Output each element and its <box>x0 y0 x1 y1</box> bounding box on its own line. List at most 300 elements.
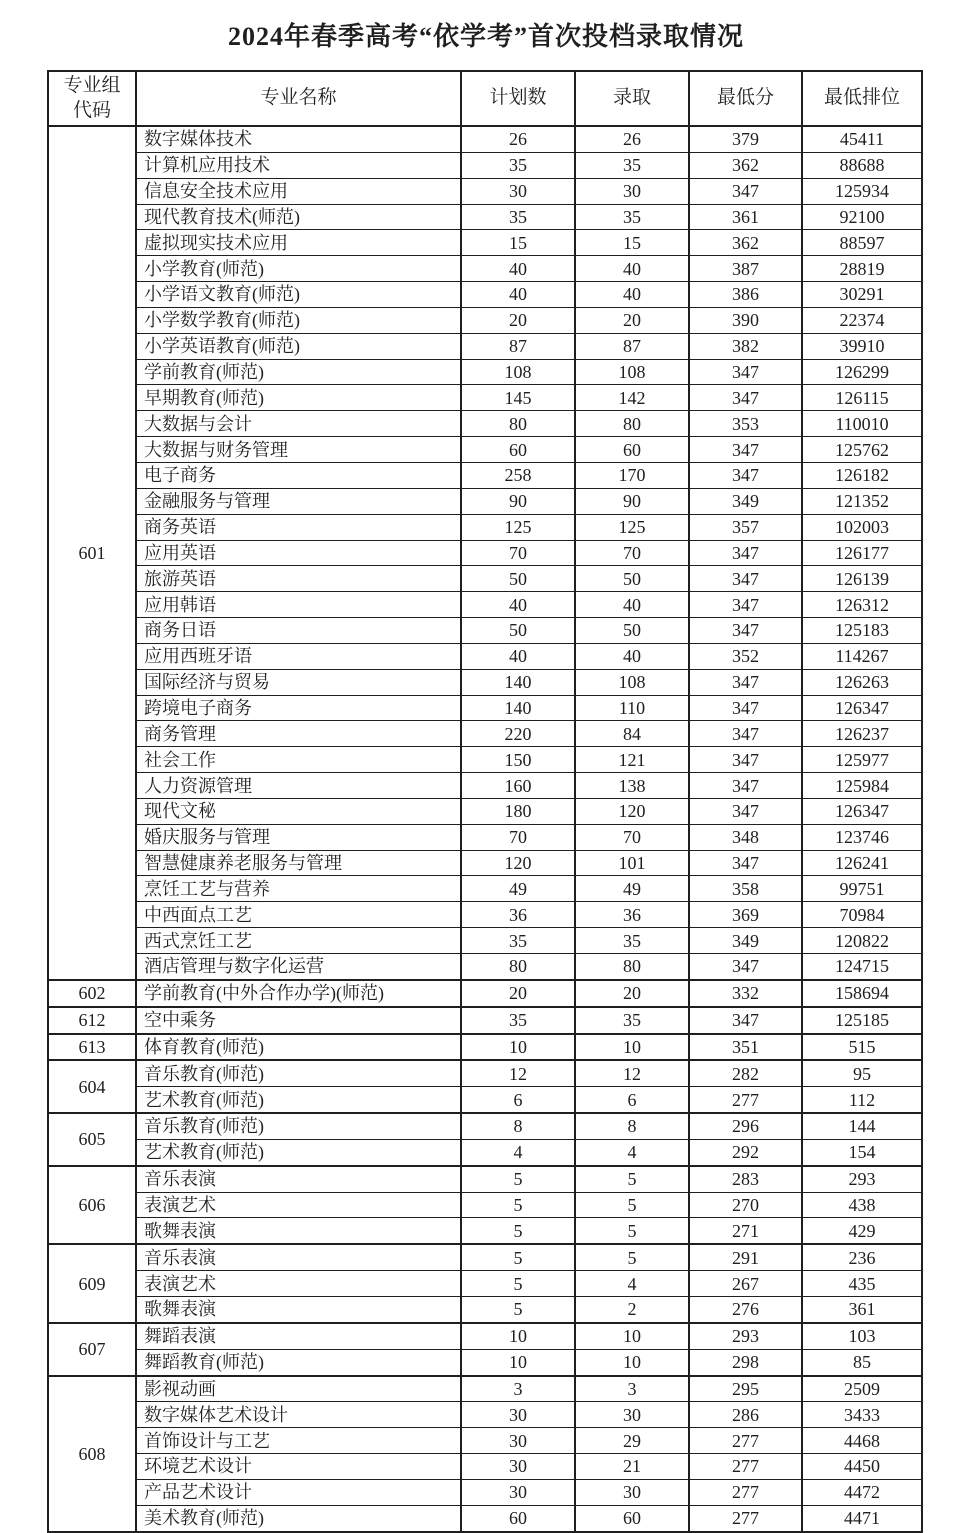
cell-group-code: 607 <box>48 1323 136 1376</box>
cell-admitted: 40 <box>575 256 689 282</box>
cell-major_name: 音乐教育(师范) <box>136 1060 461 1086</box>
cell-admitted: 80 <box>575 954 689 980</box>
cell-admitted: 8 <box>575 1113 689 1139</box>
cell-min_score: 361 <box>689 204 802 230</box>
cell-min_rank: 158694 <box>802 980 922 1007</box>
cell-admitted: 20 <box>575 307 689 333</box>
table-row <box>48 282 922 308</box>
cell-plan_count: 35 <box>461 152 575 178</box>
cell-major_name: 音乐教育(师范) <box>136 1113 461 1139</box>
cell-major_name: 艺术教育(师范) <box>136 1139 461 1165</box>
cell-min_rank: 361 <box>802 1296 922 1322</box>
table-row <box>48 307 922 333</box>
cell-min_score: 347 <box>689 566 802 592</box>
cell-admitted: 30 <box>575 1402 689 1428</box>
cell-admitted: 6 <box>575 1087 689 1113</box>
cell-plan_count: 40 <box>461 256 575 282</box>
cell-admitted: 170 <box>575 462 689 488</box>
cell-plan_count: 50 <box>461 566 575 592</box>
cell-min_rank: 124715 <box>802 954 922 980</box>
cell-min_rank: 88688 <box>802 152 922 178</box>
cell-group-code: 612 <box>48 1007 136 1034</box>
cell-admitted: 2 <box>575 1296 689 1322</box>
cell-min_score: 349 <box>689 488 802 514</box>
cell-admitted: 108 <box>575 669 689 695</box>
table-row <box>48 1113 922 1139</box>
cell-admitted: 21 <box>575 1454 689 1480</box>
cell-major_name: 西式烹饪工艺 <box>136 928 461 954</box>
cell-plan_count: 10 <box>461 1349 575 1375</box>
cell-min_rank: 85 <box>802 1349 922 1375</box>
cell-major_name: 应用西班牙语 <box>136 643 461 669</box>
cell-min_score: 347 <box>689 592 802 618</box>
cell-major_name: 空中乘务 <box>136 1007 461 1034</box>
cell-plan_count: 10 <box>461 1034 575 1061</box>
cell-major_name: 大数据与会计 <box>136 411 461 437</box>
cell-plan_count: 40 <box>461 643 575 669</box>
cell-min_score: 347 <box>689 462 802 488</box>
cell-min_rank: 515 <box>802 1034 922 1061</box>
table-row <box>48 747 922 773</box>
cell-min_score: 347 <box>689 850 802 876</box>
cell-major_name: 计算机应用技术 <box>136 152 461 178</box>
cell-admitted: 35 <box>575 928 689 954</box>
cell-admitted: 5 <box>575 1192 689 1218</box>
cell-major_name: 音乐表演 <box>136 1166 461 1192</box>
table-row <box>48 359 922 385</box>
cell-plan_count: 30 <box>461 1402 575 1428</box>
table-row <box>48 850 922 876</box>
cell-admitted: 120 <box>575 798 689 824</box>
cell-min_rank: 92100 <box>802 204 922 230</box>
table-row <box>48 1376 922 1402</box>
cell-min_score: 292 <box>689 1139 802 1165</box>
admission-table-container <box>47 70 923 1533</box>
cell-major_name: 现代教育技术(师范) <box>136 204 461 230</box>
table-row <box>48 1166 922 1192</box>
cell-min_rank: 126312 <box>802 592 922 618</box>
header-row <box>48 71 922 126</box>
cell-admitted: 60 <box>575 437 689 463</box>
cell-major_name: 产品艺术设计 <box>136 1479 461 1505</box>
page-title: 2024年春季高考“依学考”首次投档录取情况 <box>227 22 744 51</box>
admission-table <box>47 70 923 1533</box>
cell-admitted: 10 <box>575 1323 689 1349</box>
cell-admitted: 125 <box>575 514 689 540</box>
cell-major_name: 首饰设计与工艺 <box>136 1428 461 1454</box>
cell-min_score: 386 <box>689 282 802 308</box>
cell-min_rank: 95 <box>802 1060 922 1086</box>
cell-min_rank: 70984 <box>802 902 922 928</box>
cell-min_rank: 39910 <box>802 333 922 359</box>
table-row <box>48 178 922 204</box>
cell-plan_count: 90 <box>461 488 575 514</box>
cell-min_score: 293 <box>689 1323 802 1349</box>
table-row <box>48 1244 922 1270</box>
cell-major_name: 智慧健康养老服务与管理 <box>136 850 461 876</box>
cell-admitted: 50 <box>575 618 689 644</box>
cell-plan_count: 5 <box>461 1271 575 1297</box>
table-row <box>48 1323 922 1349</box>
table-row <box>48 411 922 437</box>
cell-major_name: 商务日语 <box>136 618 461 644</box>
cell-min_rank: 45411 <box>802 126 922 152</box>
cell-plan_count: 60 <box>461 1505 575 1531</box>
cell-major_name: 体育教育(师范) <box>136 1034 461 1061</box>
cell-min_rank: 236 <box>802 1244 922 1270</box>
table-row <box>48 1139 922 1165</box>
cell-min_rank: 126115 <box>802 385 922 411</box>
cell-admitted: 40 <box>575 643 689 669</box>
cell-major_name: 数字媒体艺术设计 <box>136 1402 461 1428</box>
cell-major_name: 舞蹈表演 <box>136 1323 461 1349</box>
cell-min_score: 357 <box>689 514 802 540</box>
cell-plan_count: 12 <box>461 1060 575 1086</box>
cell-min_score: 347 <box>689 747 802 773</box>
table-row <box>48 540 922 566</box>
cell-min_score: 347 <box>689 773 802 799</box>
cell-min_score: 295 <box>689 1376 802 1402</box>
cell-major_name: 商务管理 <box>136 721 461 747</box>
cell-admitted: 142 <box>575 385 689 411</box>
cell-min_score: 270 <box>689 1192 802 1218</box>
cell-plan_count: 35 <box>461 1007 575 1034</box>
cell-plan_count: 3 <box>461 1376 575 1402</box>
table-row <box>48 437 922 463</box>
cell-min_rank: 114267 <box>802 643 922 669</box>
cell-major_name: 大数据与财务管理 <box>136 437 461 463</box>
cell-major_name: 商务英语 <box>136 514 461 540</box>
cell-min_score: 347 <box>689 669 802 695</box>
cell-plan_count: 4 <box>461 1139 575 1165</box>
table-header <box>48 71 922 126</box>
cell-major_name: 烹饪工艺与营养 <box>136 876 461 902</box>
cell-min_rank: 125984 <box>802 773 922 799</box>
cell-admitted: 49 <box>575 876 689 902</box>
table-row <box>48 514 922 540</box>
table-row <box>48 1505 922 1531</box>
cell-min_rank: 126177 <box>802 540 922 566</box>
cell-group-code: 608 <box>48 1376 136 1532</box>
cell-major_name: 跨境电子商务 <box>136 695 461 721</box>
cell-major_name: 表演艺术 <box>136 1271 461 1297</box>
cell-min_score: 283 <box>689 1166 802 1192</box>
cell-min_rank: 4471 <box>802 1505 922 1531</box>
cell-min_score: 353 <box>689 411 802 437</box>
cell-plan_count: 26 <box>461 126 575 152</box>
table-row <box>48 876 922 902</box>
column-header-min_score: 最低分 <box>689 71 802 126</box>
cell-plan_count: 5 <box>461 1296 575 1322</box>
table-row <box>48 1349 922 1375</box>
cell-admitted: 20 <box>575 980 689 1007</box>
table-row <box>48 721 922 747</box>
cell-group-code: 602 <box>48 980 136 1007</box>
cell-min_rank: 126299 <box>802 359 922 385</box>
cell-min_score: 298 <box>689 1349 802 1375</box>
cell-major_name: 数字媒体技术 <box>136 126 461 152</box>
cell-admitted: 12 <box>575 1060 689 1086</box>
cell-major_name: 歌舞表演 <box>136 1218 461 1244</box>
cell-major_name: 国际经济与贸易 <box>136 669 461 695</box>
cell-admitted: 35 <box>575 152 689 178</box>
cell-admitted: 5 <box>575 1166 689 1192</box>
cell-min_score: 347 <box>689 359 802 385</box>
cell-plan_count: 140 <box>461 695 575 721</box>
cell-min_rank: 126347 <box>802 695 922 721</box>
cell-min_rank: 438 <box>802 1192 922 1218</box>
cell-min_score: 347 <box>689 437 802 463</box>
cell-major_name: 社会工作 <box>136 747 461 773</box>
cell-plan_count: 87 <box>461 333 575 359</box>
cell-plan_count: 180 <box>461 798 575 824</box>
cell-major_name: 小学教育(师范) <box>136 256 461 282</box>
cell-min_score: 277 <box>689 1505 802 1531</box>
cell-min_score: 296 <box>689 1113 802 1139</box>
table-row <box>48 1007 922 1034</box>
cell-min_score: 347 <box>689 798 802 824</box>
cell-admitted: 84 <box>575 721 689 747</box>
table-body <box>48 126 922 1532</box>
table-row <box>48 152 922 178</box>
table-row <box>48 592 922 618</box>
cell-major_name: 表演艺术 <box>136 1192 461 1218</box>
cell-min_score: 387 <box>689 256 802 282</box>
cell-plan_count: 36 <box>461 902 575 928</box>
cell-min_rank: 102003 <box>802 514 922 540</box>
cell-plan_count: 160 <box>461 773 575 799</box>
cell-major_name: 影视动画 <box>136 1376 461 1402</box>
table-row <box>48 798 922 824</box>
cell-major_name: 美术教育(师范) <box>136 1505 461 1531</box>
cell-group-code: 613 <box>48 1034 136 1061</box>
cell-admitted: 3 <box>575 1376 689 1402</box>
cell-min_score: 277 <box>689 1428 802 1454</box>
cell-min_score: 277 <box>689 1087 802 1113</box>
table-row <box>48 333 922 359</box>
column-header-min_rank: 最低排位 <box>802 71 922 126</box>
table-row <box>48 488 922 514</box>
cell-major_name: 小学语文教育(师范) <box>136 282 461 308</box>
cell-group-code: 606 <box>48 1166 136 1245</box>
table-row <box>48 1034 922 1061</box>
cell-major_name: 小学数学教育(师范) <box>136 307 461 333</box>
cell-min_rank: 125977 <box>802 747 922 773</box>
cell-admitted: 29 <box>575 1428 689 1454</box>
cell-admitted: 138 <box>575 773 689 799</box>
cell-admitted: 4 <box>575 1271 689 1297</box>
cell-admitted: 87 <box>575 333 689 359</box>
cell-min_score: 347 <box>689 540 802 566</box>
cell-min_score: 267 <box>689 1271 802 1297</box>
cell-admitted: 40 <box>575 592 689 618</box>
cell-plan_count: 220 <box>461 721 575 747</box>
cell-major_name: 虚拟现实技术应用 <box>136 230 461 256</box>
cell-group-code: 601 <box>48 126 136 980</box>
cell-admitted: 15 <box>575 230 689 256</box>
table-row <box>48 980 922 1007</box>
cell-min_rank: 4472 <box>802 1479 922 1505</box>
table-row <box>48 1402 922 1428</box>
cell-plan_count: 5 <box>461 1218 575 1244</box>
cell-plan_count: 80 <box>461 954 575 980</box>
cell-major_name: 环境艺术设计 <box>136 1454 461 1480</box>
cell-major_name: 音乐表演 <box>136 1244 461 1270</box>
cell-plan_count: 258 <box>461 462 575 488</box>
table-row <box>48 462 922 488</box>
table-row <box>48 824 922 850</box>
cell-major_name: 信息安全技术应用 <box>136 178 461 204</box>
column-header-group_code: 专业组 代码 <box>48 71 136 126</box>
cell-admitted: 110 <box>575 695 689 721</box>
cell-min_score: 390 <box>689 307 802 333</box>
cell-min_score: 276 <box>689 1296 802 1322</box>
cell-plan_count: 120 <box>461 850 575 876</box>
table-row <box>48 669 922 695</box>
cell-plan_count: 35 <box>461 928 575 954</box>
cell-admitted: 121 <box>575 747 689 773</box>
table-row <box>48 1479 922 1505</box>
cell-admitted: 50 <box>575 566 689 592</box>
cell-min_score: 277 <box>689 1479 802 1505</box>
cell-min_rank: 125185 <box>802 1007 922 1034</box>
cell-min_rank: 4450 <box>802 1454 922 1480</box>
cell-plan_count: 10 <box>461 1323 575 1349</box>
cell-plan_count: 15 <box>461 230 575 256</box>
cell-min_rank: 120822 <box>802 928 922 954</box>
cell-group-code: 609 <box>48 1244 136 1323</box>
cell-min_score: 348 <box>689 824 802 850</box>
column-header-major_name: 专业名称 <box>136 71 461 126</box>
cell-min_score: 351 <box>689 1034 802 1061</box>
cell-major_name: 应用英语 <box>136 540 461 566</box>
cell-admitted: 10 <box>575 1034 689 1061</box>
cell-min_score: 291 <box>689 1244 802 1270</box>
cell-plan_count: 30 <box>461 178 575 204</box>
table-row <box>48 126 922 152</box>
cell-major_name: 中西面点工艺 <box>136 902 461 928</box>
cell-plan_count: 140 <box>461 669 575 695</box>
cell-admitted: 5 <box>575 1218 689 1244</box>
cell-min_rank: 126241 <box>802 850 922 876</box>
cell-major_name: 酒店管理与数字化运营 <box>136 954 461 980</box>
cell-min_score: 277 <box>689 1454 802 1480</box>
table-row <box>48 1218 922 1244</box>
cell-admitted: 30 <box>575 178 689 204</box>
cell-min_rank: 126263 <box>802 669 922 695</box>
cell-plan_count: 40 <box>461 592 575 618</box>
cell-admitted: 4 <box>575 1139 689 1165</box>
cell-plan_count: 30 <box>461 1454 575 1480</box>
cell-min_score: 347 <box>689 721 802 747</box>
cell-major_name: 婚庆服务与管理 <box>136 824 461 850</box>
cell-plan_count: 20 <box>461 307 575 333</box>
cell-admitted: 26 <box>575 126 689 152</box>
table-row <box>48 256 922 282</box>
cell-min_rank: 144 <box>802 1113 922 1139</box>
cell-min_rank: 126182 <box>802 462 922 488</box>
cell-major_name: 艺术教育(师范) <box>136 1087 461 1113</box>
column-header-plan_count: 计划数 <box>461 71 575 126</box>
cell-min_score: 347 <box>689 618 802 644</box>
cell-min_rank: 2509 <box>802 1376 922 1402</box>
table-row <box>48 1060 922 1086</box>
cell-min_score: 347 <box>689 385 802 411</box>
table-row <box>48 566 922 592</box>
cell-min_score: 282 <box>689 1060 802 1086</box>
cell-plan_count: 20 <box>461 980 575 1007</box>
cell-admitted: 90 <box>575 488 689 514</box>
cell-admitted: 40 <box>575 282 689 308</box>
table-row <box>48 385 922 411</box>
cell-min_rank: 126237 <box>802 721 922 747</box>
cell-plan_count: 30 <box>461 1479 575 1505</box>
cell-major_name: 电子商务 <box>136 462 461 488</box>
cell-admitted: 108 <box>575 359 689 385</box>
cell-min_rank: 99751 <box>802 876 922 902</box>
cell-plan_count: 8 <box>461 1113 575 1139</box>
cell-min_rank: 22374 <box>802 307 922 333</box>
cell-min_score: 271 <box>689 1218 802 1244</box>
cell-major_name: 现代文秘 <box>136 798 461 824</box>
cell-plan_count: 50 <box>461 618 575 644</box>
cell-plan_count: 5 <box>461 1244 575 1270</box>
cell-min_rank: 125762 <box>802 437 922 463</box>
cell-major_name: 学前教育(师范) <box>136 359 461 385</box>
cell-plan_count: 30 <box>461 1428 575 1454</box>
cell-admitted: 30 <box>575 1479 689 1505</box>
cell-min_rank: 125934 <box>802 178 922 204</box>
cell-plan_count: 125 <box>461 514 575 540</box>
cell-min_score: 347 <box>689 178 802 204</box>
cell-major_name: 早期教育(师范) <box>136 385 461 411</box>
cell-admitted: 60 <box>575 1505 689 1531</box>
cell-min_rank: 112 <box>802 1087 922 1113</box>
cell-min_rank: 435 <box>802 1271 922 1297</box>
cell-plan_count: 5 <box>461 1166 575 1192</box>
cell-plan_count: 80 <box>461 411 575 437</box>
cell-min_rank: 88597 <box>802 230 922 256</box>
cell-admitted: 35 <box>575 1007 689 1034</box>
cell-plan_count: 150 <box>461 747 575 773</box>
cell-major_name: 小学英语教育(师范) <box>136 333 461 359</box>
table-row <box>48 1271 922 1297</box>
cell-min_rank: 3433 <box>802 1402 922 1428</box>
table-row <box>48 618 922 644</box>
table-row <box>48 230 922 256</box>
cell-major_name: 舞蹈教育(师范) <box>136 1349 461 1375</box>
cell-plan_count: 70 <box>461 540 575 566</box>
table-row <box>48 643 922 669</box>
cell-admitted: 80 <box>575 411 689 437</box>
cell-min_rank: 28819 <box>802 256 922 282</box>
table-row <box>48 928 922 954</box>
cell-min_rank: 154 <box>802 1139 922 1165</box>
cell-admitted: 35 <box>575 204 689 230</box>
cell-min_rank: 125183 <box>802 618 922 644</box>
cell-min_score: 362 <box>689 152 802 178</box>
cell-admitted: 70 <box>575 540 689 566</box>
cell-major_name: 学前教育(中外合作办学)(师范) <box>136 980 461 1007</box>
cell-min_score: 379 <box>689 126 802 152</box>
cell-min_rank: 126347 <box>802 798 922 824</box>
cell-min_score: 352 <box>689 643 802 669</box>
cell-min_rank: 126139 <box>802 566 922 592</box>
cell-min_score: 358 <box>689 876 802 902</box>
cell-min_rank: 103 <box>802 1323 922 1349</box>
table-row <box>48 773 922 799</box>
cell-admitted: 36 <box>575 902 689 928</box>
